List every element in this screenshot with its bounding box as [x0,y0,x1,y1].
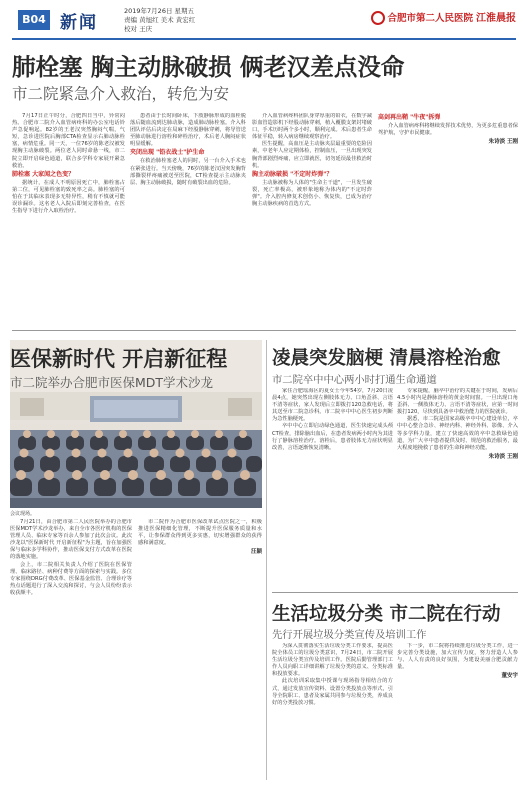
article1-paragraph: 7月17日正午时分，合肥四日当中，异常闷热。合肥市二院介入血管病疼科的办公室电话铃声急促响起。82岁的王老汉突然胸闷气喘，气短，急诊进医院后胸部CTA检查显示右肺动脉栓塞，病情危重。同一天，一位76岁的陈老汉被发现胸主动脉破裂。两位老人同时命悬一线，市二院立即开启绿色通道，联合多学科专家展开紧急救治。 [12,113,125,169]
article4-col2 [397,643,518,785]
article2-col2 [138,519,262,785]
article1-headline: 肺栓塞 胸主动脉破损 俩老汉差点没命 [12,53,405,81]
header-rule [12,38,516,40]
article4-col1 [272,643,393,785]
article4-paragraph: 为深入贯彻落实生活垃圾分类工作要求，提高医院全体员工的垃圾分类意识，7月24日，市二院开展生活垃圾分类宣传及培训工作。医院后勤管理部门工作人员向职工详细讲解了垃圾分类的意义、分类标准和投放要求。 [272,643,393,678]
article3-author: 朱诗淡 王刚 [488,453,518,460]
article1-subheading: 肺栓塞 大家闻之色变？ [12,170,75,178]
article1-subhead: 市二院紧急介入救治，转危为安 [12,85,230,103]
article4-paragraph: 此次培训采取集中授课与现场指导相结合的方式，通过发放宣传资料、设置分类投放点等形式，引导全院职工、患者及家属共同参与垃圾分类，养成良好的分类投放习惯。 [272,678,393,706]
article2-paragraph: 市二院作为合肥市医保改革试点医院之一，积极推进医保精细化管理，不断提升医保服务质量和水平，让参保群众得到更多实惠，切实增强群众的获得感和满意度。 [138,519,262,547]
article4-headline: 生活垃圾分类 市二院在行动 [272,604,501,625]
article2-author: 汪颖 [250,549,262,556]
article2-headline: 医保新时代 开启新征程 [10,346,228,371]
article2-paragraph: 会上，市二院相关负责人介绍了医院在医保管理、临床路径、病种付费等方面的探索与实践。多位专家围绕DRG付费改革、医保基金监管、合理诊疗等热点话题进行了深入交流和探讨，与会人员纷纷表示收获颇丰。 [10,561,132,596]
article3-paragraph: 专家提醒，脑卒中治疗的关键在于时间，发病后4.5小时内是静脉溶栓的黄金时间窗。一旦出现口角歪斜、一侧肢体无力、言语不清等症状，应第一时间拨打120，尽快到具备卒中救治能力的医院就诊。 [397,388,518,416]
page-header [0,0,528,40]
editor-credit: 责编 黄旭红 美术 黄宏红 [124,16,196,24]
issue-date: 2019年7月26日 星期五 [124,7,195,15]
hospital-name: 合肥市第二人民医院 [387,13,473,24]
article1-paragraph: 患者由于长时间卧床，下肢静脉形成的血栓脱落后随血流到达肺动脉，造成肺动脉栓塞。介入科团队评估后决定在局麻下经股静脉穿刺，将导管送至肺动脉进行溶栓和碎栓治疗，术后老人胸闷症状明显缓解。 [130,113,246,148]
article3-col2 [397,388,518,588]
article1-paragraph: 主动脉被称为人体的"生命主干道"，一旦发生破裂，死亡率极高，被形象地称为体内的"不定时炸弹"。介入腔内修复术创伤小、恢复快，已成为治疗胸主动脉疾病的首选方式。 [252,179,372,208]
article1-col3 [252,113,372,328]
article3-subhead: 市二院卒中中心两小时打通生命通道 [272,374,437,386]
article1-paragraph: 医生提醒，高血压是主动脉夹层最重要的危险因素，中老年人应定期体检，控制血压，一旦出现突发胸背部剧烈疼痛，应立即就医，切勿延误最佳救治时机。 [252,141,372,169]
article1-paragraph: 据统计，在成人不明原因死亡中，肺栓塞占第二位，可见肺栓塞的致死率之高。肺栓塞的可怕在于其临床表现多无特异性，稍有不慎就可能误诊漏诊。这名老人入院后即刻完善检查，在医生指导下进行介入取栓治疗。 [12,179,125,215]
section-code: B04 [18,10,50,30]
article2-subhead: 市二院举办合肥市医保MDT学术沙龙 [10,375,214,390]
article-divider [272,592,518,593]
article4-author: 董安宇 [501,673,518,680]
article3-paragraph: 据悉，市二院是国家高级卒中中心建设单位，卒中中心整合急诊、神经内科、神经外科、影像、介入等多学科力量，建立了快速高效的卒中急救绿色通道，为广大卒中患者提供及时、规范的救治服务，最大程度地挽救了患者的生命和神经功能。 [397,416,518,451]
article1-col4 [378,113,518,328]
paper-name: 江淮晨报 [476,13,516,24]
article4-subhead: 先行开展垃圾分类宣传及培训工作 [272,629,427,641]
vertical-divider [266,340,267,780]
article1-author: 朱诗淡 王刚 [488,139,518,146]
article3-paragraph: 家住合肥瑶海区的夏女士今年54岁，7月20日凌晨4点，她突然出现左侧肢体无力、口角歪斜、言语不清等症状，家人发现后立即拨打120急救电话，将其送至市二院急诊科。市二院卒中中心医生初步判断为急性脑梗死。 [272,388,393,423]
proofreader-credit: 校对 王庆 [124,25,153,33]
section-name: 新闻 [60,13,98,33]
article2-paragraph: 7月21日，由合肥市第二人民医院举办的合肥市医保MDT学术沙龙举办，来自全市各医疗机构的医保管理人员、临床专家等百余人参加了此次会议。此次沙龙以"医保新时代 开启新征程"为主题，旨在加强医保与临床多学科协作，推动医保支付方式改革在医院的落地实施。 [10,519,132,561]
photo-caption: 会议现场。 [10,511,36,517]
article1-paragraph: 介入血管病疼科将继续发挥技术优势，为更多危重患者保驾护航，守护市民健康。 [378,123,518,137]
hospital-emblem-icon [371,11,385,25]
section-divider [12,330,516,331]
article1-col2 [130,113,246,328]
article3-headline: 凌晨突发脑梗 清晨溶栓治愈 [272,348,501,369]
article1-subheading: 胸主动脉破损 "不定时炸弹"？ [252,170,333,178]
article3-paragraph: 卒中中心立即启动绿色通道，医生快速完成头颅CT检查，排除脑出血后，在患者发病两小时内为其进行了静脉溶栓治疗。溶栓后，患者肢体无力症状明显改善，言语逐渐恢复清晰。 [272,423,393,451]
hospital-logo [371,9,516,29]
article1-col1 [12,113,125,328]
article2-col1 [10,519,132,785]
article1-paragraph: 介入血管病疼科团队身穿厚重的铅衣，在数字减影血管造影机下经股动脉穿刺，植入覆膜支架封堵破口，手术历时两个多小时，顺利完成。术后患者生命体征平稳，转入病房继续观察治疗。 [252,113,372,141]
article3-col1 [272,388,393,588]
header-meta [124,7,195,34]
article1-paragraph: 在救治肺栓塞老人的同时，另一台介入手术也在紧张进行。当天傍晚，76岁的陈老汉因突发胸背部撕裂样疼痛被送至医院，CT检查提示主动脉夹层、胸主动脉破损，随时有破裂出血的危险。 [130,158,246,186]
article1-subheading: 高剑再出鞘 "牛夜"拆弹 [378,114,441,121]
article4-paragraph: 下一步，市二院将持续推进垃圾分类工作，进一步完善分类设施，加大宣传力度，努力营造人人参与、人人有责的良好氛围，为建设美丽合肥贡献力量。 [397,643,518,671]
article1-subheading: 夹闭出现 "铅衣战士"护生命 [130,149,205,157]
